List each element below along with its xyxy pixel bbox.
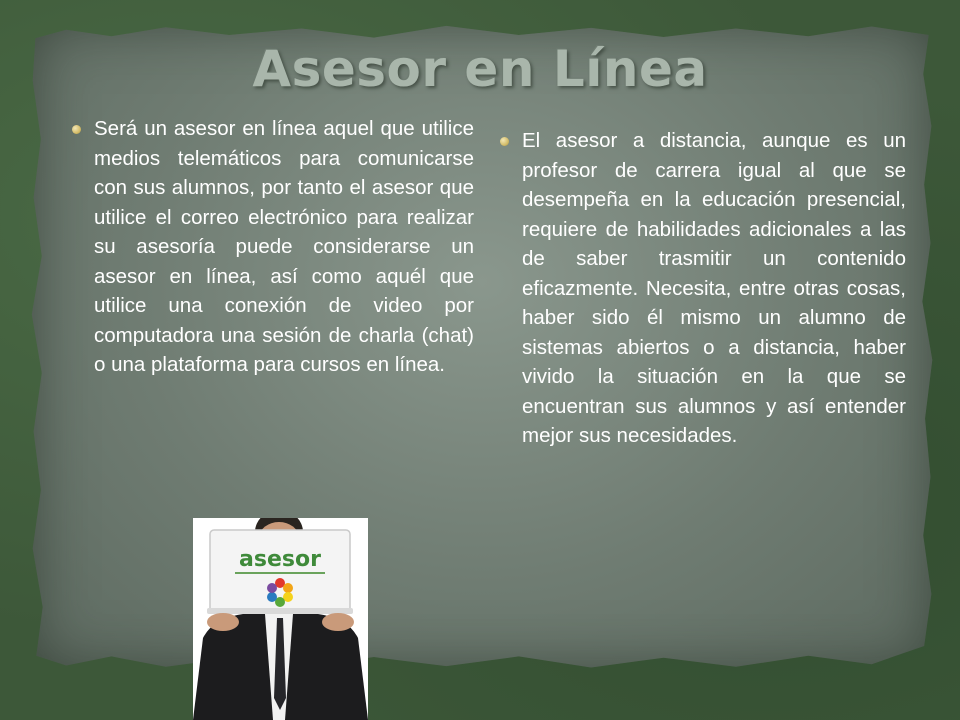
- bullet-dot-icon: [500, 137, 509, 146]
- bullet-dot-icon: [72, 125, 81, 134]
- bullet-item-left: [72, 114, 474, 380]
- bullet-text-right: El asesor a distancia, aunque es un profesor de carrera igual al que se desempeña en la educación presencial, requiere de habilidades adicionales a las de saber trasmitir un contenido eficazmente. Necesita, entre otras cosas, haber sido él mismo un alumno de sistemas abiertos o a distancia, haber vivido la situación en la que se encuentran sus alumnos y así entender mejor sus necesidades.: [522, 129, 906, 447]
- bullet-item-right: [500, 126, 906, 451]
- advisor-photo: [193, 518, 368, 720]
- left-column: [72, 114, 474, 380]
- person-holding-laptop-illustration: [193, 518, 368, 720]
- right-column: [500, 126, 906, 451]
- laptop-brand-text: asesor: [239, 547, 321, 572]
- bullet-text-left: Será un asesor en línea aquel que utilice medios telemáticos para comunicarse con sus alumnos, por tanto el asesor que utilice el correo electrónico para realizar su asesoría puede considerarse un asesor en línea, así como aquél que utilice una conexión de video por computadora una sesión de charla (chat) o una plataforma para cursos en línea.: [94, 117, 474, 376]
- slide-title: Asesor en Línea: [252, 40, 708, 98]
